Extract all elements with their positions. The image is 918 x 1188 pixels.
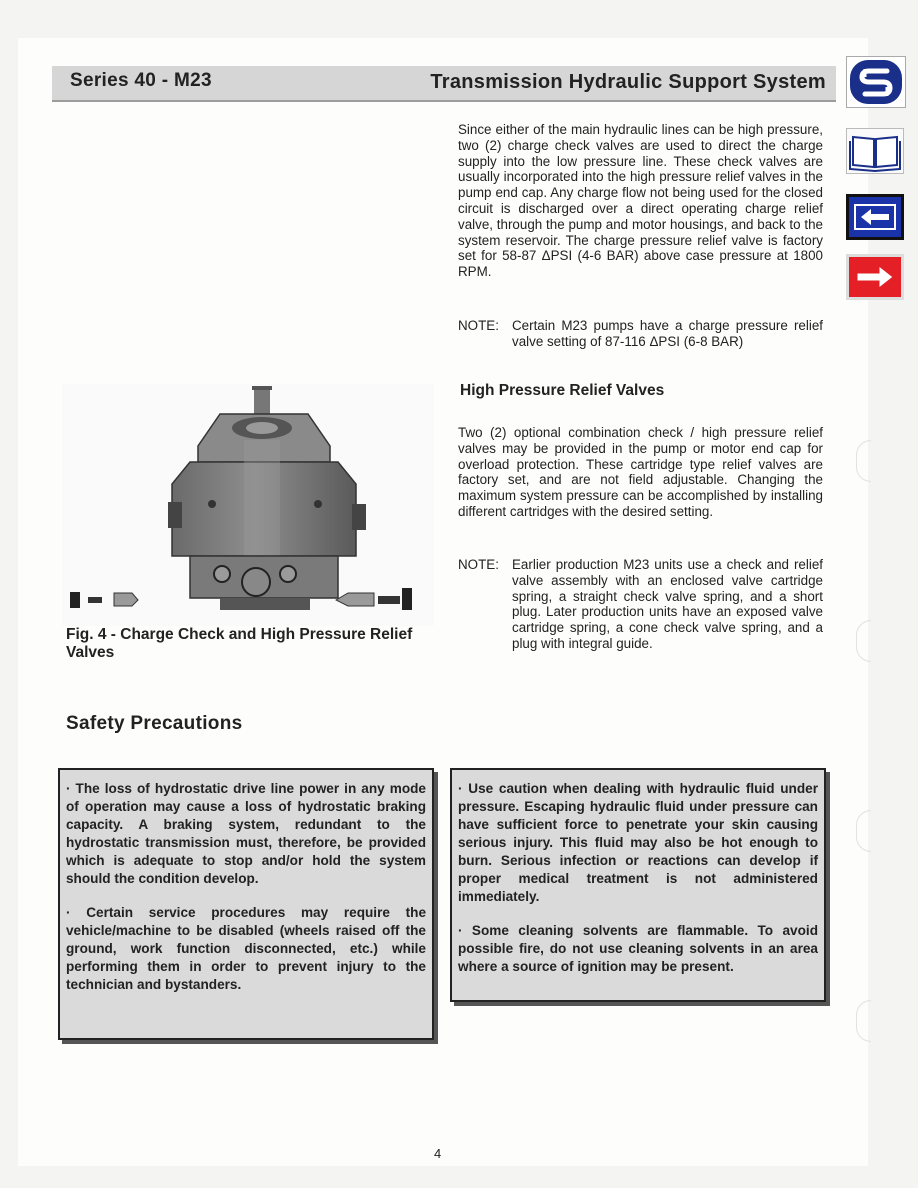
binder-mark xyxy=(856,1000,871,1042)
note-text: Earlier production M23 units use a check and relief valve assembly with an enclosed valve cartridge spring, a straight check valve spring, and a short plug. Later production units have an exposed valve cartridge spring, a cone check valve spring, and a plug with integral guide. xyxy=(512,557,823,651)
warning-box-left xyxy=(58,768,434,1040)
binder-mark xyxy=(856,810,871,852)
series-title: Series 40 - M23 xyxy=(70,70,212,91)
sundstrand-s-logo-icon[interactable] xyxy=(846,56,906,108)
warning-hydraulic-fluid: · Use caution when dealing with hydraulic fluid under pressure. Escaping hydraulic fluid under pressure can have sufficient force to penetrate your skin causing serious injury. This fluid may also be hot enough to burn. Serious infection or reactions can develop if proper medical treatment is not administered immediately. xyxy=(458,781,818,904)
binder-mark xyxy=(856,440,871,482)
pump-photo xyxy=(62,384,434,626)
figure-caption: Fig. 4 - Charge Check and High Pressure Relief Valves xyxy=(66,626,413,661)
hprv-heading: High Pressure Relief Valves xyxy=(460,382,665,399)
intro-paragraph: Since either of the main hydraulic lines can be high pressure, two (2) charge check valves are used to direct the charge supply into the low pressure line. These check valves are usually incorporated into the high pressure relief valves in the pump end cap. Any charge flow not being used for the closed circuit is discharged over a direct operating charge relief valve, through the pump and motor housings, and back to the system reservoir. The charge pressure relief valve is factory set for 58-87 ΔPSI (4-6 BAR) above case pressure at 1800 RPM. xyxy=(458,122,823,280)
warning-cleaning-solvents: · Some cleaning solvents are flammable. To avoid possible fire, do not use cleaning solvents in an area where a source of ignition may be present. xyxy=(458,923,818,974)
warning-box-right xyxy=(450,768,826,1002)
warning-braking: · The loss of hydrostatic drive line power in any mode of operation may cause a loss of hydrostatic braking capacity. A braking system, redundant to the hydrostatic transmission must, therefore, be provided which is adequate to stop and/or hold the system should the condition develop. xyxy=(66,781,426,886)
back-arrow-icon[interactable] xyxy=(846,194,904,240)
note-label: NOTE: xyxy=(458,318,499,333)
note-text: Certain M23 pumps have a charge pressure relief valve setting of 87-116 ΔPSI (6-8 BAR) xyxy=(512,318,823,349)
warning-service-procedures: · Certain service procedures may require the vehicle/machine to be disabled (wheels raised off the ground, work function disconnected, etc.) while performing them in order to prevent injury to the technician and bystanders. xyxy=(66,905,426,992)
section-header xyxy=(52,66,836,102)
safety-title: Safety Precautions xyxy=(66,713,243,734)
next-arrow-icon[interactable] xyxy=(846,254,904,300)
open-book-icon[interactable] xyxy=(846,128,904,174)
note-charge-setting xyxy=(458,318,823,350)
page-number: 4 xyxy=(434,1146,442,1161)
binder-mark xyxy=(856,620,871,662)
section-title: Transmission Hydraulic Support System xyxy=(430,71,826,93)
hprv-paragraph: Two (2) optional combination check / high pressure relief valves may be provided in the pump or motor end cap for overload protection. These cartridge type relief valves are factory set, and are not field adjustable. Changing the maximum system pressure can be accomplished by installing different cartridges with the desired setting. xyxy=(458,425,823,519)
note-production-units xyxy=(458,557,823,652)
note-label: NOTE: xyxy=(458,557,499,572)
